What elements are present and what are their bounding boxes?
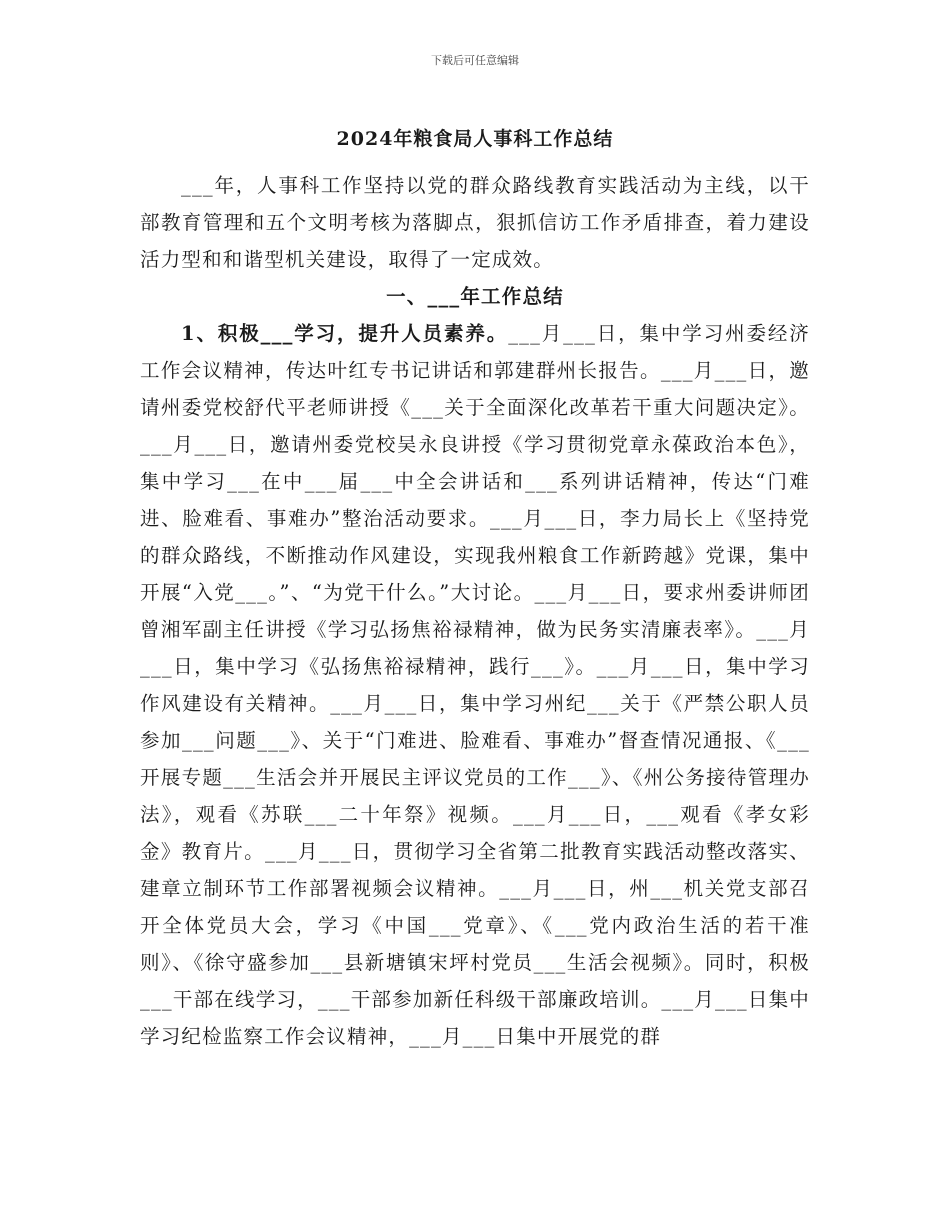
document-title: 2024年粮食局人事科工作总结 xyxy=(336,128,614,150)
item1-paragraph xyxy=(140,315,810,1055)
section-heading: 一、___年工作总结 xyxy=(386,285,564,308)
document-body xyxy=(140,167,810,1055)
item1-lead: 1、积极___学习，提升人员素养。 xyxy=(181,322,509,345)
intro-paragraph: ___年，人事科工作坚持以党的群众路线教育实践活动为主线，以干部教育管理和五个文明考核为落脚点，狠抓信访工作矛盾排查，着力建设活力型和和谐型机关建设，取得了一定成效。 xyxy=(140,174,810,271)
page-header-note: 下载后可任意编辑 xyxy=(431,54,519,67)
item1-text: ___月___日，集中学习州委经济工作会议精神，传达叶红专书记讲话和郭建群州长报告。___月___日，邀请州委党校舒代平老师讲授《___关于全面深化改革若干重大问题决定》。___月___日，邀请州委党校吴永良讲授《学习贯彻党章永葆政治本色》，集中学习___在中___届___中全会讲话和___系列讲话精神，传达“门难进、脸难看、事难办”整治活动要求。___月___日，李力局长上《坚持党的群众路线，不断推动作风建设，实现我州粮食工作新跨越》党课，集中开展“入党___。”、“为党干什么。”大讨论。___月___日，要求州委讲师团曾湘军副主任讲授《学习弘扬焦裕禄精神，做为民务实清廉表率》。___月___日，集中学习《弘扬焦裕禄精神，践行___》。___月___日，集中学习作风建设有关精神。___月___日，集中学习州纪___关于《严禁公职人员参加___问题___》、关于“门难进、脸难看、事难办”督查情况通报、《___开展专题___生活会并开展民主评议党员的工作___》、《州公务接待管理办法》，观看《苏联___二十年祭》视频。___月___日，___观看《孝女彩金》教育片。___月___日，贯彻学习全省第二批教育实践活动整改落实、建章立制环节工作部署视频会议精神。___月___日，州___机关党支部召开全体党员大会，学习《中国___党章》、《___党内政治生活的若干准则》、《徐守盛参加___县新塘镇宋坪村党员___生活会视频》。同时，积极___干部在线学习，___干部参加新任科级干部廉政培训。___月___日集中学习纪检监察工作会议精神，___月___日集中开展党的群 xyxy=(140,322,811,1048)
